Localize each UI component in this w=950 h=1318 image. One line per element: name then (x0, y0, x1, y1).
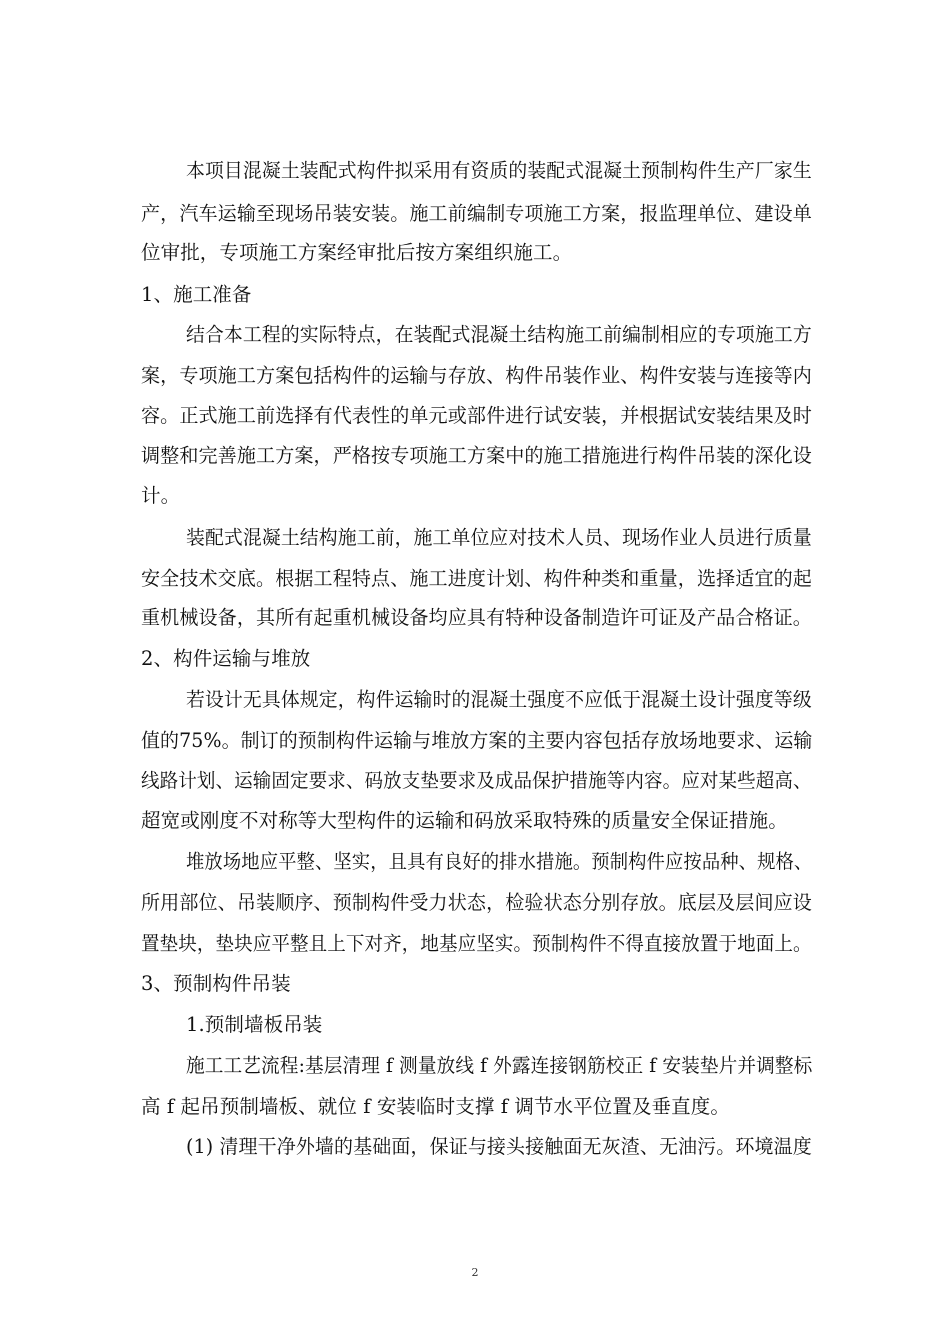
body-line: 重机械设备，其所有起重机械设备均应具有特种设备制造许可证及产品合格证。 (141, 606, 812, 629)
body-line: 调整和完善施工方案，严格按专项施工方案中的施工措施进行构件吊装的深化设 (141, 444, 812, 467)
subsection-heading: 1.预制墙板吊装 (186, 1013, 323, 1036)
section-heading: 1、施工准备 (141, 283, 252, 306)
body-line: 安全技术交底。根据工程特点、施工进度计划、构件种类和重量，选择适宜的起 (141, 567, 812, 590)
section-heading: 3、预制构件吊装 (141, 972, 291, 995)
body-line: 位审批，专项施工方案经审批后按方案组织施工。 (141, 241, 573, 264)
page-number: 2 (471, 1266, 479, 1279)
body-line: 结合本工程的实际特点，在装配式混凝土结构施工前编制相应的专项施工方 (186, 323, 812, 346)
body-line: 案，专项施工方案包括构件的运输与存放、构件吊装作业、构件安装与连接等内 (141, 364, 812, 387)
body-line: 本项目混凝土装配式构件拟采用有资质的装配式混凝土预制构件生产厂家生 (186, 159, 812, 182)
body-line: 施工工艺流程:基层清理 f 测量放线 f 外露连接钢筋校正 f 安装垫片并调整标 (186, 1054, 813, 1077)
body-line: 置垫块，垫块应平整且上下对齐，地基应坚实。预制构件不得直接放置于地面上。 (141, 932, 812, 955)
body-line: 所用部位、吊装顺序、预制构件受力状态，检验状态分别存放。底层及层间应设 (141, 891, 812, 914)
body-line: 计。 (141, 484, 181, 507)
body-line: 堆放场地应平整、坚实，且具有良好的排水措施。预制构件应按品种、规格、 (186, 850, 813, 873)
body-line: 值的75%。制订的预制构件运输与堆放方案的主要内容包括存放场地要求、运输 (141, 729, 813, 752)
body-line: 装配式混凝土结构施工前，施工单位应对技术人员、现场作业人员进行质量 (186, 526, 812, 549)
body-line: 若设计无具体规定，构件运输时的混凝土强度不应低于混凝土设计强度等级 (186, 688, 812, 711)
body-line: 容。正式施工前选择有代表性的单元或部件进行试安装，并根据试安装结果及时 (141, 404, 812, 427)
body-line: 高 f 起吊预制墙板、就位 f 安装临时支撑 f 调节水平位置及垂直度。 (141, 1095, 730, 1118)
body-line: 产，汽车运输至现场吊装安装。施工前编制专项施工方案，报监理单位、建设单 (141, 202, 812, 225)
body-line: 线路计划、运输固定要求、码放支垫要求及成品保护措施等内容。应对某些超高、 (141, 769, 812, 792)
body-line: (1) 清理干净外墙的基础面，保证与接头接触面无灰渣、无油污。环境温度 (186, 1135, 812, 1158)
body-line: 超宽或刚度不对称等大型构件的运输和码放采取特殊的质量安全保证措施。 (141, 809, 788, 832)
section-heading: 2、构件运输与堆放 (141, 647, 311, 670)
